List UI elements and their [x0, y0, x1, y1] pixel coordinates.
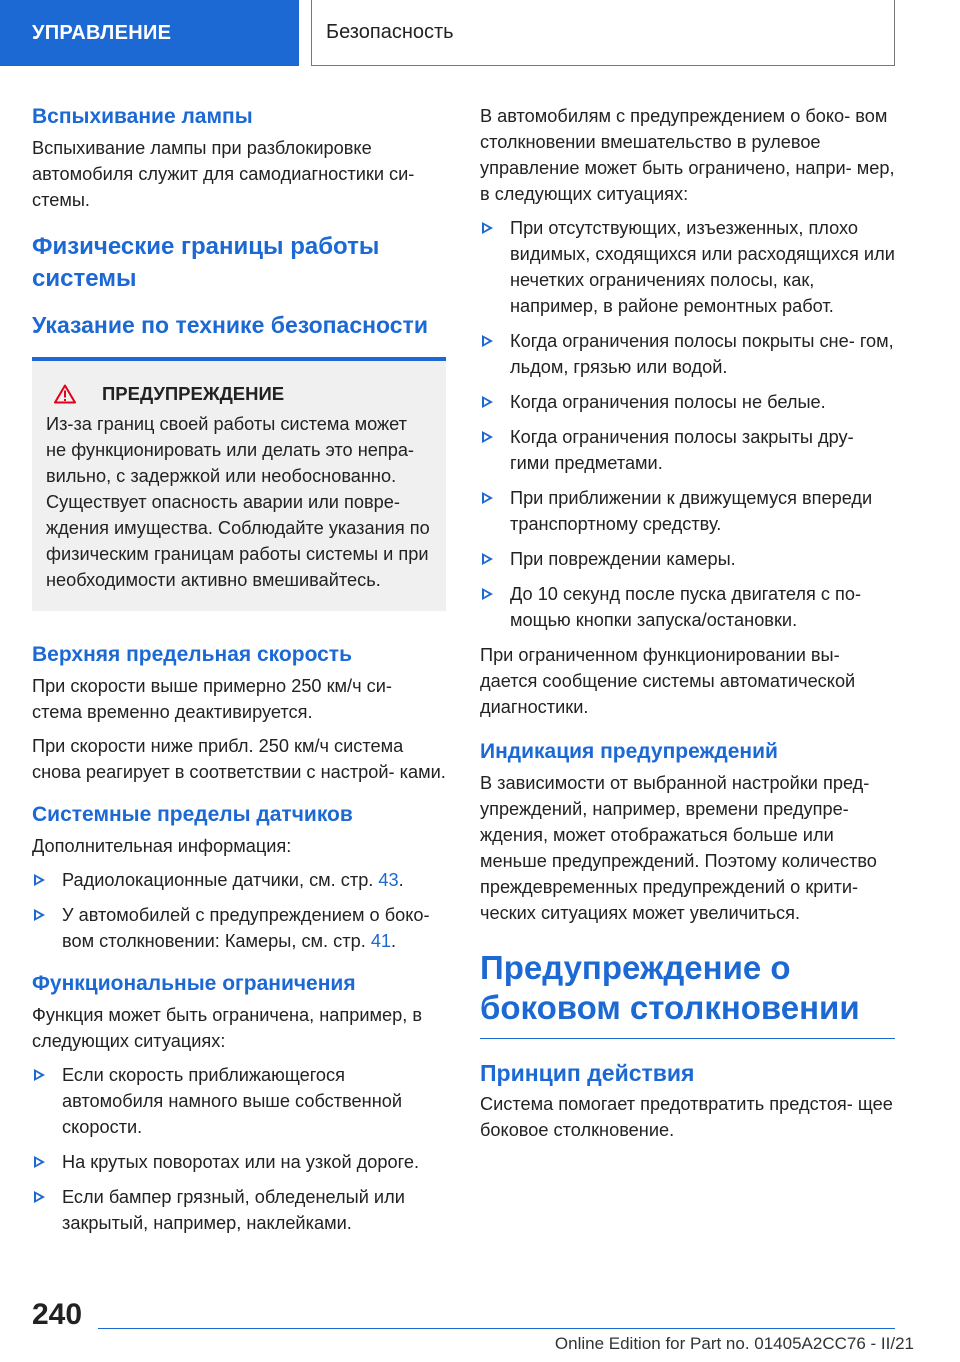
principle-heading: Принцип действия: [480, 1060, 695, 1086]
func-intro: Функция может быть ограничена, например, в следующих ситуациях:: [32, 1005, 423, 1051]
warning-text: Из-за границ своей работы система может не функционировать или делать это непра- вильно, с задержкой или необоснованно. Существует опасность аварии или повре- ждения имущества. Соблюдайте указания по физическим границам работы системы и при необходимости активно вмешивайтесь.: [46, 414, 430, 590]
steer-list: [480, 215, 895, 633]
sensor-heading: Системные пределы датчиков: [32, 803, 353, 826]
speed-paragraph-2: При скорости ниже прибл. 250 км/ч система снова реагирует в соответствии с настрой- ками.: [32, 736, 446, 782]
header-subsection: [311, 0, 895, 66]
bullet-triangle-icon: [34, 909, 45, 921]
bullet-triangle-icon: [34, 1069, 45, 1081]
list-item: При отсутствующих, изъезженных, плохо видимых, сходящихся или расходящихся или нечетких ограничениях полосы, как, например, в районе ремонтных работ.: [480, 215, 895, 319]
bullet-triangle-icon: [482, 396, 493, 408]
speed-heading: Верхняя предельная скорость: [32, 643, 352, 666]
main-heading-block: [480, 948, 895, 1039]
limits-heading: Физические границы работы системы: [32, 233, 380, 292]
bullet-triangle-icon: [34, 1191, 45, 1203]
bullet-triangle-icon: [482, 222, 493, 234]
warning-title-row: [46, 383, 432, 405]
lamp-heading: Вспыхивание лампы: [32, 105, 253, 128]
list-item: При приближении к движущемуся впереди транспортному средству.: [480, 485, 895, 537]
steer-outro: При ограниченном функционировании вы- дается сообщение системы автоматической диагностики.: [480, 645, 856, 717]
steer-intro: В автомобилям с предупреждением о боко- вом столкновении вмешательство в рулевое управление может быть ограничено, напри- мер, в следующих ситуациях:: [480, 106, 895, 204]
list-item: До 10 секунд после пуска двигателя с по- мощью кнопки запуска/остановки.: [480, 581, 895, 633]
warning-triangle-icon: [54, 384, 76, 404]
left-column: [32, 103, 446, 1245]
list-item: Радиолокационные датчики, см. стр. 43.: [32, 867, 446, 893]
sensor-list: [32, 867, 446, 954]
list-item: На крутых поворотах или на узкой дороге.: [32, 1149, 446, 1175]
bullet-triangle-icon: [482, 553, 493, 565]
indication-heading: Индикация предупреждений: [480, 740, 778, 763]
bullet-triangle-icon: [34, 1156, 45, 1168]
list-item: При повреждении камеры.: [480, 546, 895, 572]
footer-edition: Online Edition for Part no. 01405A2CC76 - II/21: [554, 1334, 914, 1353]
list-item: У автомобилей с предупреждением о боко- вом столкновении: Камеры, см. стр. 41.: [32, 902, 446, 954]
bullet-triangle-icon: [482, 492, 493, 504]
header-section-tab: [0, 0, 299, 66]
func-heading: Функциональные ограничения: [32, 972, 356, 995]
list-item: Когда ограничения полосы не белые.: [480, 389, 895, 415]
bullet-triangle-icon: [482, 431, 493, 443]
list-item: Если бампер грязный, обледенелый или закрытый, например, наклейками.: [32, 1184, 446, 1236]
safety-heading: Указание по технике безопасности: [32, 312, 428, 338]
section-label: УПРАВЛЕНИЕ: [32, 21, 172, 44]
list-item: Когда ограничения полосы закрыты дру- гими предметами.: [480, 424, 895, 476]
principle-paragraph: Система помогает предотвратить предстоя- щее боковое столкновение.: [480, 1094, 893, 1140]
subsection-label: Безопасность: [326, 21, 454, 43]
lamp-paragraph: Вспыхивание лампы при разблокировке автомобиля служит для самодиагностики си- стемы.: [32, 138, 415, 210]
bullet-triangle-icon: [482, 588, 493, 600]
list-item: Когда ограничения полосы покрыты сне- гом, льдом, грязью или водой.: [480, 328, 895, 380]
footer-divider: [98, 1328, 895, 1329]
page-number: 240: [32, 1298, 83, 1331]
right-column: [480, 103, 895, 1151]
sensor-intro: Дополнительная информация:: [32, 836, 292, 856]
indication-paragraph: В зависимости от выбранной настройки пред- упреждений, например, времени предупре- ждения, может отображаться больше или меньше предупреждений. Поэтому количество преждевременных предупреждений о крити- ческих ситуациях может увеличиться.: [480, 773, 877, 923]
speed-paragraph-1: При скорости выше примерно 250 км/ч си- стема временно деактивируется.: [32, 676, 392, 722]
list-item: Если скорость приближающегося автомобиля намного выше собственной скорости.: [32, 1062, 446, 1140]
page-link-43[interactable]: 43: [378, 870, 399, 890]
warning-title: ПРЕДУПРЕЖДЕНИЕ: [102, 383, 285, 404]
func-list: [32, 1062, 446, 1236]
bullet-triangle-icon: [482, 335, 493, 347]
warning-box: [32, 357, 446, 611]
main-heading: Предупреждение о боковом столкновении: [480, 949, 860, 1026]
page-link-41[interactable]: 41: [370, 931, 392, 951]
bullet-triangle-icon: [34, 874, 45, 886]
